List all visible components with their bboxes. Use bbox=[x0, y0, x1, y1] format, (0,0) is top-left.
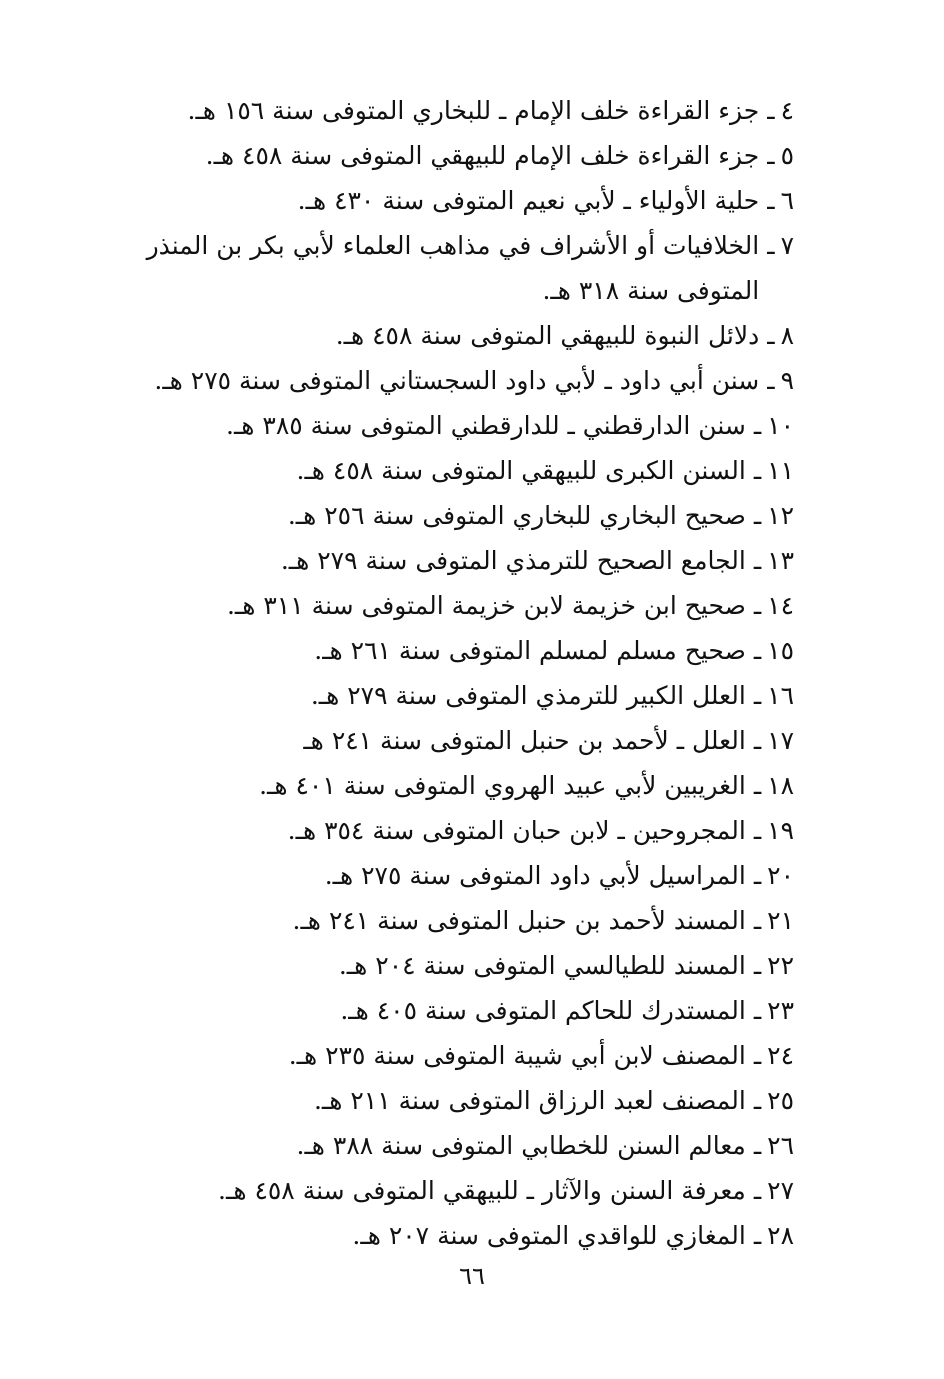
entry-number: ١٠ bbox=[767, 411, 794, 440]
list-item bbox=[94, 223, 794, 313]
entry-number: ١٤ bbox=[767, 591, 794, 620]
entry-number: ٢٦ bbox=[767, 1131, 794, 1160]
list-item bbox=[94, 313, 794, 358]
entry-text: سنن الدارقطني ـ للدارقطني المتوفى سنة ٣٨٥ هـ. bbox=[226, 411, 746, 440]
list-item bbox=[94, 763, 794, 808]
entry-number: ١٨ bbox=[767, 771, 794, 800]
entry-text: صحيح مسلم لمسلم المتوفى سنة ٢٦١ هـ. bbox=[314, 636, 746, 665]
list-item bbox=[94, 808, 794, 853]
entry-number: ١٦ bbox=[767, 681, 794, 710]
entry-text: المصنف لعبد الرزاق المتوفى سنة ٢١١ هـ. bbox=[313, 1086, 746, 1115]
entry-separator: ـ bbox=[753, 906, 762, 935]
list-item bbox=[94, 583, 794, 628]
entry-separator: ـ bbox=[753, 1176, 762, 1205]
entry-separator: ـ bbox=[753, 456, 762, 485]
list-item bbox=[94, 1213, 794, 1258]
list-item bbox=[94, 1078, 794, 1123]
entry-number: ١١ bbox=[767, 456, 794, 485]
list-item bbox=[94, 853, 794, 898]
entry-text: المراسيل لأبي داود المتوفى سنة ٢٧٥ هـ. bbox=[324, 861, 746, 890]
entry-number: ٢٧ bbox=[767, 1176, 794, 1205]
list-item bbox=[94, 718, 794, 763]
entry-number: ٨ bbox=[780, 321, 794, 350]
entry-text: المسند للطيالسي المتوفى سنة ٢٠٤ هـ. bbox=[338, 951, 746, 980]
entry-text: الغريبين لأبي عبيد الهروي المتوفى سنة ٤٠١ هـ. bbox=[259, 771, 746, 800]
entry-number: ١٧ bbox=[767, 726, 794, 755]
entry-text: الخلافيات أو الأشراف في مذاهب العلماء لأبي بكر بن المنذر المتوفى سنة ٣١٨ هـ. bbox=[146, 231, 760, 305]
entry-text: المستدرك للحاكم المتوفى سنة ٤٠٥ هـ. bbox=[340, 996, 746, 1025]
entry-separator: ـ bbox=[767, 186, 775, 215]
entry-number: ٤ bbox=[780, 96, 794, 125]
list-item bbox=[94, 448, 794, 493]
entry-separator: ـ bbox=[753, 501, 762, 530]
list-item bbox=[94, 898, 794, 943]
entry-separator: ـ bbox=[753, 816, 762, 845]
page-number: ٦٦ bbox=[459, 1262, 485, 1290]
entry-number: ٢٢ bbox=[767, 951, 794, 980]
entry-text: دلائل النبوة للبيهقي المتوفى سنة ٤٥٨ هـ. bbox=[335, 321, 760, 350]
entry-separator: ـ bbox=[753, 726, 762, 755]
entry-text: العلل ـ لأحمد بن حنبل المتوفى سنة ٢٤١ هـ bbox=[303, 726, 746, 755]
entry-separator: ـ bbox=[767, 366, 775, 395]
list-item bbox=[94, 628, 794, 673]
entry-separator: ـ bbox=[767, 321, 775, 350]
entry-number: ١٥ bbox=[767, 636, 794, 665]
entry-separator: ـ bbox=[767, 96, 775, 125]
list-item bbox=[94, 88, 794, 133]
entry-number: ٩ bbox=[780, 366, 794, 395]
entry-number: ٢٠ bbox=[767, 861, 794, 890]
entry-separator: ـ bbox=[753, 1221, 762, 1250]
list-item bbox=[94, 133, 794, 178]
entry-number: ٧ bbox=[780, 231, 794, 260]
list-item bbox=[94, 403, 794, 448]
list-item bbox=[94, 493, 794, 538]
entry-separator: ـ bbox=[753, 681, 762, 710]
entry-separator: ـ bbox=[767, 231, 775, 260]
entry-text: المصنف لابن أبي شيبة المتوفى سنة ٢٣٥ هـ. bbox=[288, 1041, 746, 1070]
list-item bbox=[94, 943, 794, 988]
entry-number: ٢٥ bbox=[767, 1086, 794, 1115]
entry-text: صحيح ابن خزيمة لابن خزيمة المتوفى سنة ٣١١ هـ. bbox=[226, 591, 746, 620]
entry-separator: ـ bbox=[753, 1131, 762, 1160]
entry-text: صحيح البخاري للبخاري المتوفى سنة ٢٥٦ هـ. bbox=[287, 501, 746, 530]
entry-separator: ـ bbox=[753, 411, 762, 440]
references-list bbox=[94, 88, 794, 1258]
entry-text: سنن أبي داود ـ لأبي داود السجستاني المتوفى سنة ٢٧٥ هـ. bbox=[154, 366, 760, 395]
entry-number: ١٢ bbox=[767, 501, 794, 530]
entry-separator: ـ bbox=[753, 636, 762, 665]
list-item bbox=[94, 1033, 794, 1078]
list-item bbox=[94, 673, 794, 718]
entry-text: العلل الكبير للترمذي المتوفى سنة ٢٧٩ هـ. bbox=[310, 681, 746, 710]
list-item bbox=[94, 178, 794, 223]
entry-number: ١٩ bbox=[767, 816, 794, 845]
entry-number: ٦ bbox=[780, 186, 794, 215]
list-item bbox=[94, 538, 794, 583]
entry-number: ٢٨ bbox=[767, 1221, 794, 1250]
entry-separator: ـ bbox=[753, 546, 762, 575]
entry-text: المغازي للواقدي المتوفى سنة ٢٠٧ هـ. bbox=[352, 1221, 746, 1250]
entry-text: معالم السنن للخطابي المتوفى سنة ٣٨٨ هـ. bbox=[296, 1131, 746, 1160]
entry-text: حلية الأولياء ـ لأبي نعيم المتوفى سنة ٤٣٠ هـ. bbox=[297, 186, 760, 215]
entry-text: المجروحين ـ لابن حبان المتوفى سنة ٣٥٤ هـ. bbox=[287, 816, 746, 845]
entry-number: ٥ bbox=[780, 141, 794, 170]
entry-separator: ـ bbox=[753, 861, 762, 890]
entry-text: معرفة السنن والآثار ـ للبيهقي المتوفى سنة ٤٥٨ هـ. bbox=[218, 1176, 746, 1205]
entry-separator: ـ bbox=[753, 771, 762, 800]
list-item bbox=[94, 358, 794, 403]
list-item bbox=[94, 1168, 794, 1213]
list-item bbox=[94, 988, 794, 1033]
entry-text: المسند لأحمد بن حنبل المتوفى سنة ٢٤١ هـ. bbox=[292, 906, 746, 935]
entry-separator: ـ bbox=[753, 996, 762, 1025]
entry-text: السنن الكبرى للبيهقي المتوفى سنة ٤٥٨ هـ. bbox=[296, 456, 746, 485]
entry-number: ٢١ bbox=[767, 906, 794, 935]
entry-separator: ـ bbox=[753, 951, 762, 980]
entry-number: ٢٤ bbox=[767, 1041, 794, 1070]
entry-separator: ـ bbox=[753, 591, 762, 620]
entry-separator: ـ bbox=[753, 1086, 762, 1115]
list-item bbox=[94, 1123, 794, 1168]
entry-separator: ـ bbox=[767, 141, 775, 170]
entry-separator: ـ bbox=[753, 1041, 762, 1070]
entry-number: ٢٣ bbox=[767, 996, 794, 1025]
entry-number: ١٣ bbox=[767, 546, 794, 575]
entry-text: جزء القراءة خلف الإمام للبيهقي المتوفى سنة ٤٥٨ هـ. bbox=[205, 141, 760, 170]
entry-text: جزء القراءة خلف الإمام ـ للبخاري المتوفى سنة ١٥٦ هـ. bbox=[187, 96, 760, 125]
entry-text: الجامع الصحيح للترمذي المتوفى سنة ٢٧٩ هـ. bbox=[280, 546, 746, 575]
